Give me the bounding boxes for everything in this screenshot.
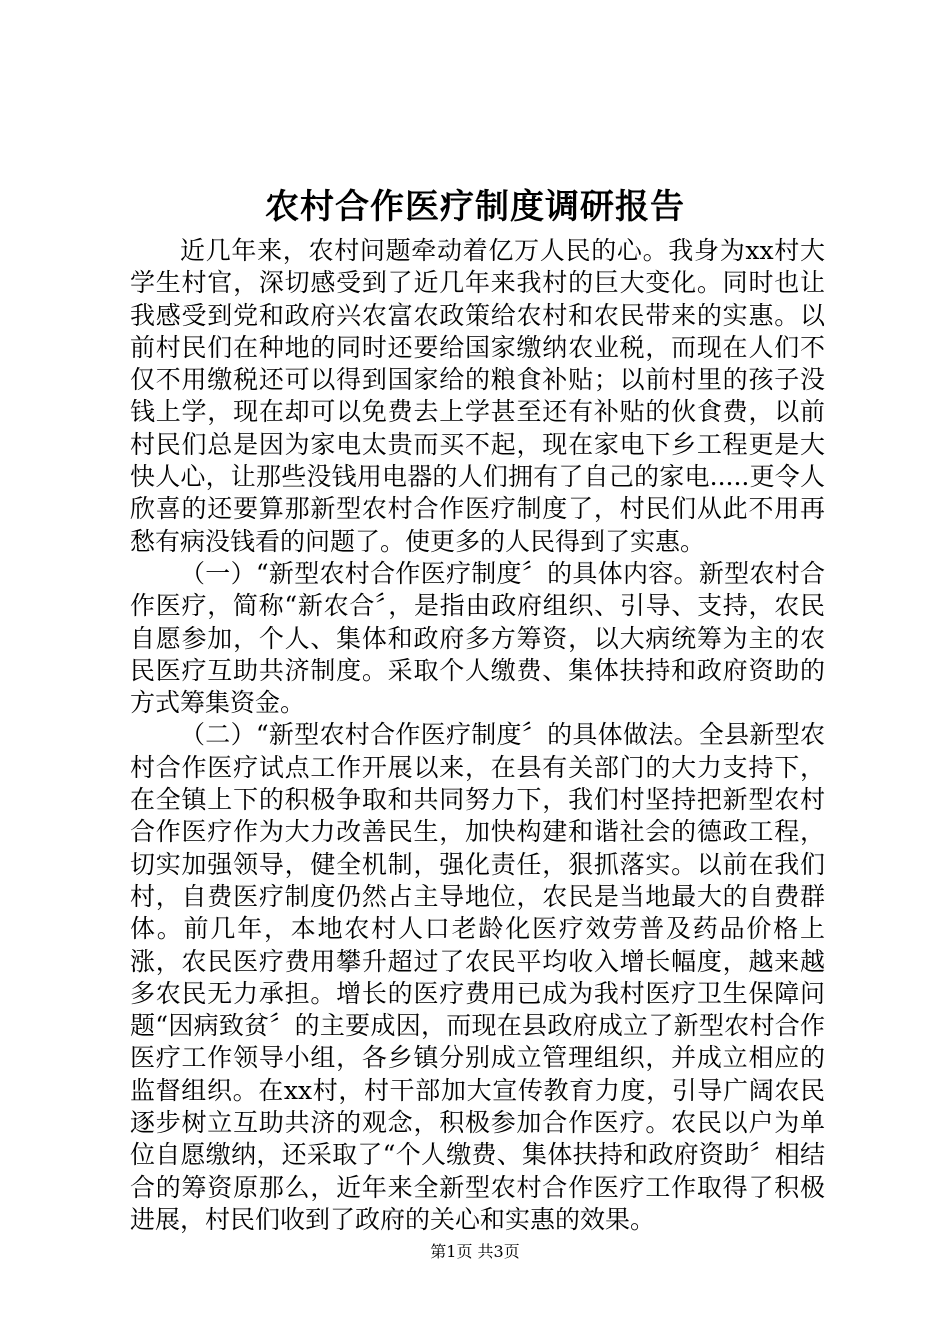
page-number-label: 第1页 共3页 — [430, 1242, 520, 1261]
paragraph-section-1: （一）“新型农村合作医疗制度〞的具体内容。新型农村合作医疗，简称“新农合〞，是指由政府组织、引导、支持，农民自愿参加，个人、集体和政府多方筹资，以大病统筹为主的农民医疗互助共济制度。采取个人缴费、集体扶持和政府资助的方式筹集资金。 — [130, 558, 825, 718]
document-body — [130, 235, 825, 1236]
paragraph-intro: 近几年来，农村问题牵动着亿万人民的心。我身为xx村大学生村官，深切感受到了近几年来我村的巨大变化。同时也让我感受到党和政府兴农富农政策给农村和农民带来的实惠。以前村民们在种地的同时还要给国家缴纳农业税，而现在人们不仅不用缴税还可以得到国家给的粮食补贴；以前村里的孩子没钱上学，现在却可以免费去上学甚至还有补贴的伙食费，以前村民们总是因为家电太贵而买不起，现在家电下乡工程更是大快人心，让那些没钱用电器的人们拥有了自己的家电.....更令人欣喜的还要算那新型农村合作医疗制度了，村民们从此不用再愁有病没钱看的问题了。使更多的人民得到了实惠。 — [130, 236, 825, 556]
paragraph-section-2: （二）“新型农村合作医疗制度〞的具体做法。全县新型农村合作医疗试点工作开展以来，在县有关部门的大力支持下，在全镇上下的积极争取和共同努力下，我们村坚持把新型农村合作医疗作为大力改善民生，加快构建和谐社会的德政工程，切实加强领导，健全机制，强化责任，狠抓落实。以前在我们村，自费医疗制度仍然占主导地位，农民是当地最大的自费群体。前几年，本地农村人口老龄化医疗效劳普及药品价格上涨，农民医疗费用攀升超过了农民平均收入增长幅度，越来越多农民无力承担。增长的医疗费用已成为我村医疗卫生保障问题“因病致贫〞的主要成因，而现在县政府成立了新型农村合作医疗工作领导小组，各乡镇分别成立管理组织，并成立相应的监督组织。在xx村，村干部加大宣传教育力度，引导广阔农民逐步树立互助共济的观念，积极参加合作医疗。农民以户为单位自愿缴纳，还采取了“个人缴费、集体扶持和政府资助〞相结合的筹资原那么，近年来全新型农村合作医疗工作取得了积极进展，村民们收到了政府的关心和实惠的效果。 — [130, 720, 825, 1234]
document-title: 农村合作医疗制度调研报告 — [265, 187, 685, 227]
page-footer — [0, 1240, 950, 1264]
